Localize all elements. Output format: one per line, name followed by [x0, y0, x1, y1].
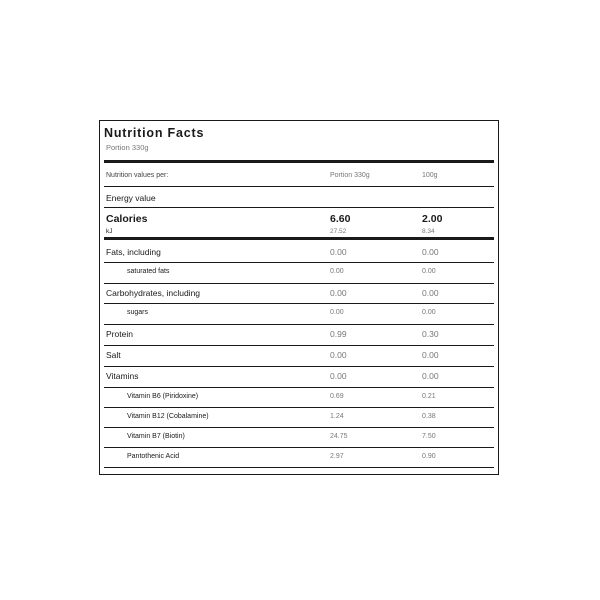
- nutrient-per100: 0.00: [422, 247, 439, 257]
- kj-portion: 27.52: [330, 228, 347, 235]
- nutrient-portion: 0.00: [330, 350, 347, 360]
- row-divider: [104, 387, 494, 388]
- calories-divider: [104, 237, 494, 240]
- nutrient-per100: 0.90: [422, 453, 436, 460]
- nutrient-portion: 0.00: [330, 268, 344, 275]
- nutrient-per100: 0.00: [422, 309, 436, 316]
- row-divider: [104, 207, 494, 208]
- nutrient-label: Fats, including: [106, 247, 161, 257]
- column-header-portion: Portion 330g: [330, 172, 370, 179]
- row-divider: [104, 186, 494, 187]
- calories-portion: 6.60: [330, 213, 351, 225]
- nutrient-label: Vitamin B6 (Piridoxine): [127, 393, 199, 400]
- nutrient-portion: 1.24: [330, 413, 344, 420]
- nutrient-portion: 0.00: [330, 247, 347, 257]
- nutrient-label: Vitamins: [106, 371, 139, 381]
- kj-per100: 8.34: [422, 228, 435, 235]
- nutrient-portion: 0.00: [330, 371, 347, 381]
- row-divider: [104, 366, 494, 367]
- nutrient-portion: 0.00: [330, 309, 344, 316]
- nutrient-label: sugars: [127, 309, 149, 316]
- nutrient-portion: 0.69: [330, 393, 344, 400]
- nutrition-facts-label: [99, 120, 499, 475]
- nutrient-label: Vitamin B7 (Biotin): [127, 433, 185, 440]
- nutrient-per100: 0.00: [422, 288, 439, 298]
- nutrient-label: Carbohydrates, including: [106, 288, 201, 298]
- nutrient-per100: 0.00: [422, 268, 436, 275]
- nutrient-label: saturated fats: [127, 268, 170, 275]
- energy-value-label: Energy value: [106, 193, 156, 203]
- nutrient-portion: 2.97: [330, 453, 344, 460]
- row-divider: [104, 447, 494, 448]
- label-portion: Portion 330g: [106, 143, 149, 152]
- column-header-100g: 100g: [422, 172, 438, 179]
- nutrient-per100: 7.50: [422, 433, 436, 440]
- nutrient-per100: 0.00: [422, 350, 439, 360]
- nutrient-per100: 0.00: [422, 371, 439, 381]
- nutrient-portion: 0.00: [330, 288, 347, 298]
- nutrient-per100: 0.21: [422, 393, 436, 400]
- title-divider: [104, 160, 494, 163]
- row-divider: [104, 303, 494, 304]
- column-header-label: Nutrition values per:: [106, 172, 169, 179]
- row-divider: [104, 427, 494, 428]
- nutrient-label: Pantothenic Acid: [127, 453, 180, 460]
- row-divider: [104, 467, 494, 468]
- nutrient-per100: 0.30: [422, 329, 439, 339]
- calories-label: Calories: [106, 213, 148, 225]
- row-divider: [104, 283, 494, 284]
- nutrient-portion: 0.99: [330, 329, 347, 339]
- row-divider: [104, 345, 494, 346]
- row-divider: [104, 407, 494, 408]
- row-divider: [104, 262, 494, 263]
- nutrient-label: Vitamin B12 (Cobalamine): [127, 413, 209, 420]
- nutrient-per100: 0.38: [422, 413, 436, 420]
- calories-per100: 2.00: [422, 213, 443, 225]
- row-divider: [104, 324, 494, 325]
- kj-label: kJ: [106, 228, 113, 235]
- nutrient-label: Salt: [106, 350, 121, 360]
- nutrient-portion: 24.75: [330, 433, 348, 440]
- label-title: Nutrition Facts: [104, 126, 205, 140]
- nutrient-label: Protein: [106, 329, 133, 339]
